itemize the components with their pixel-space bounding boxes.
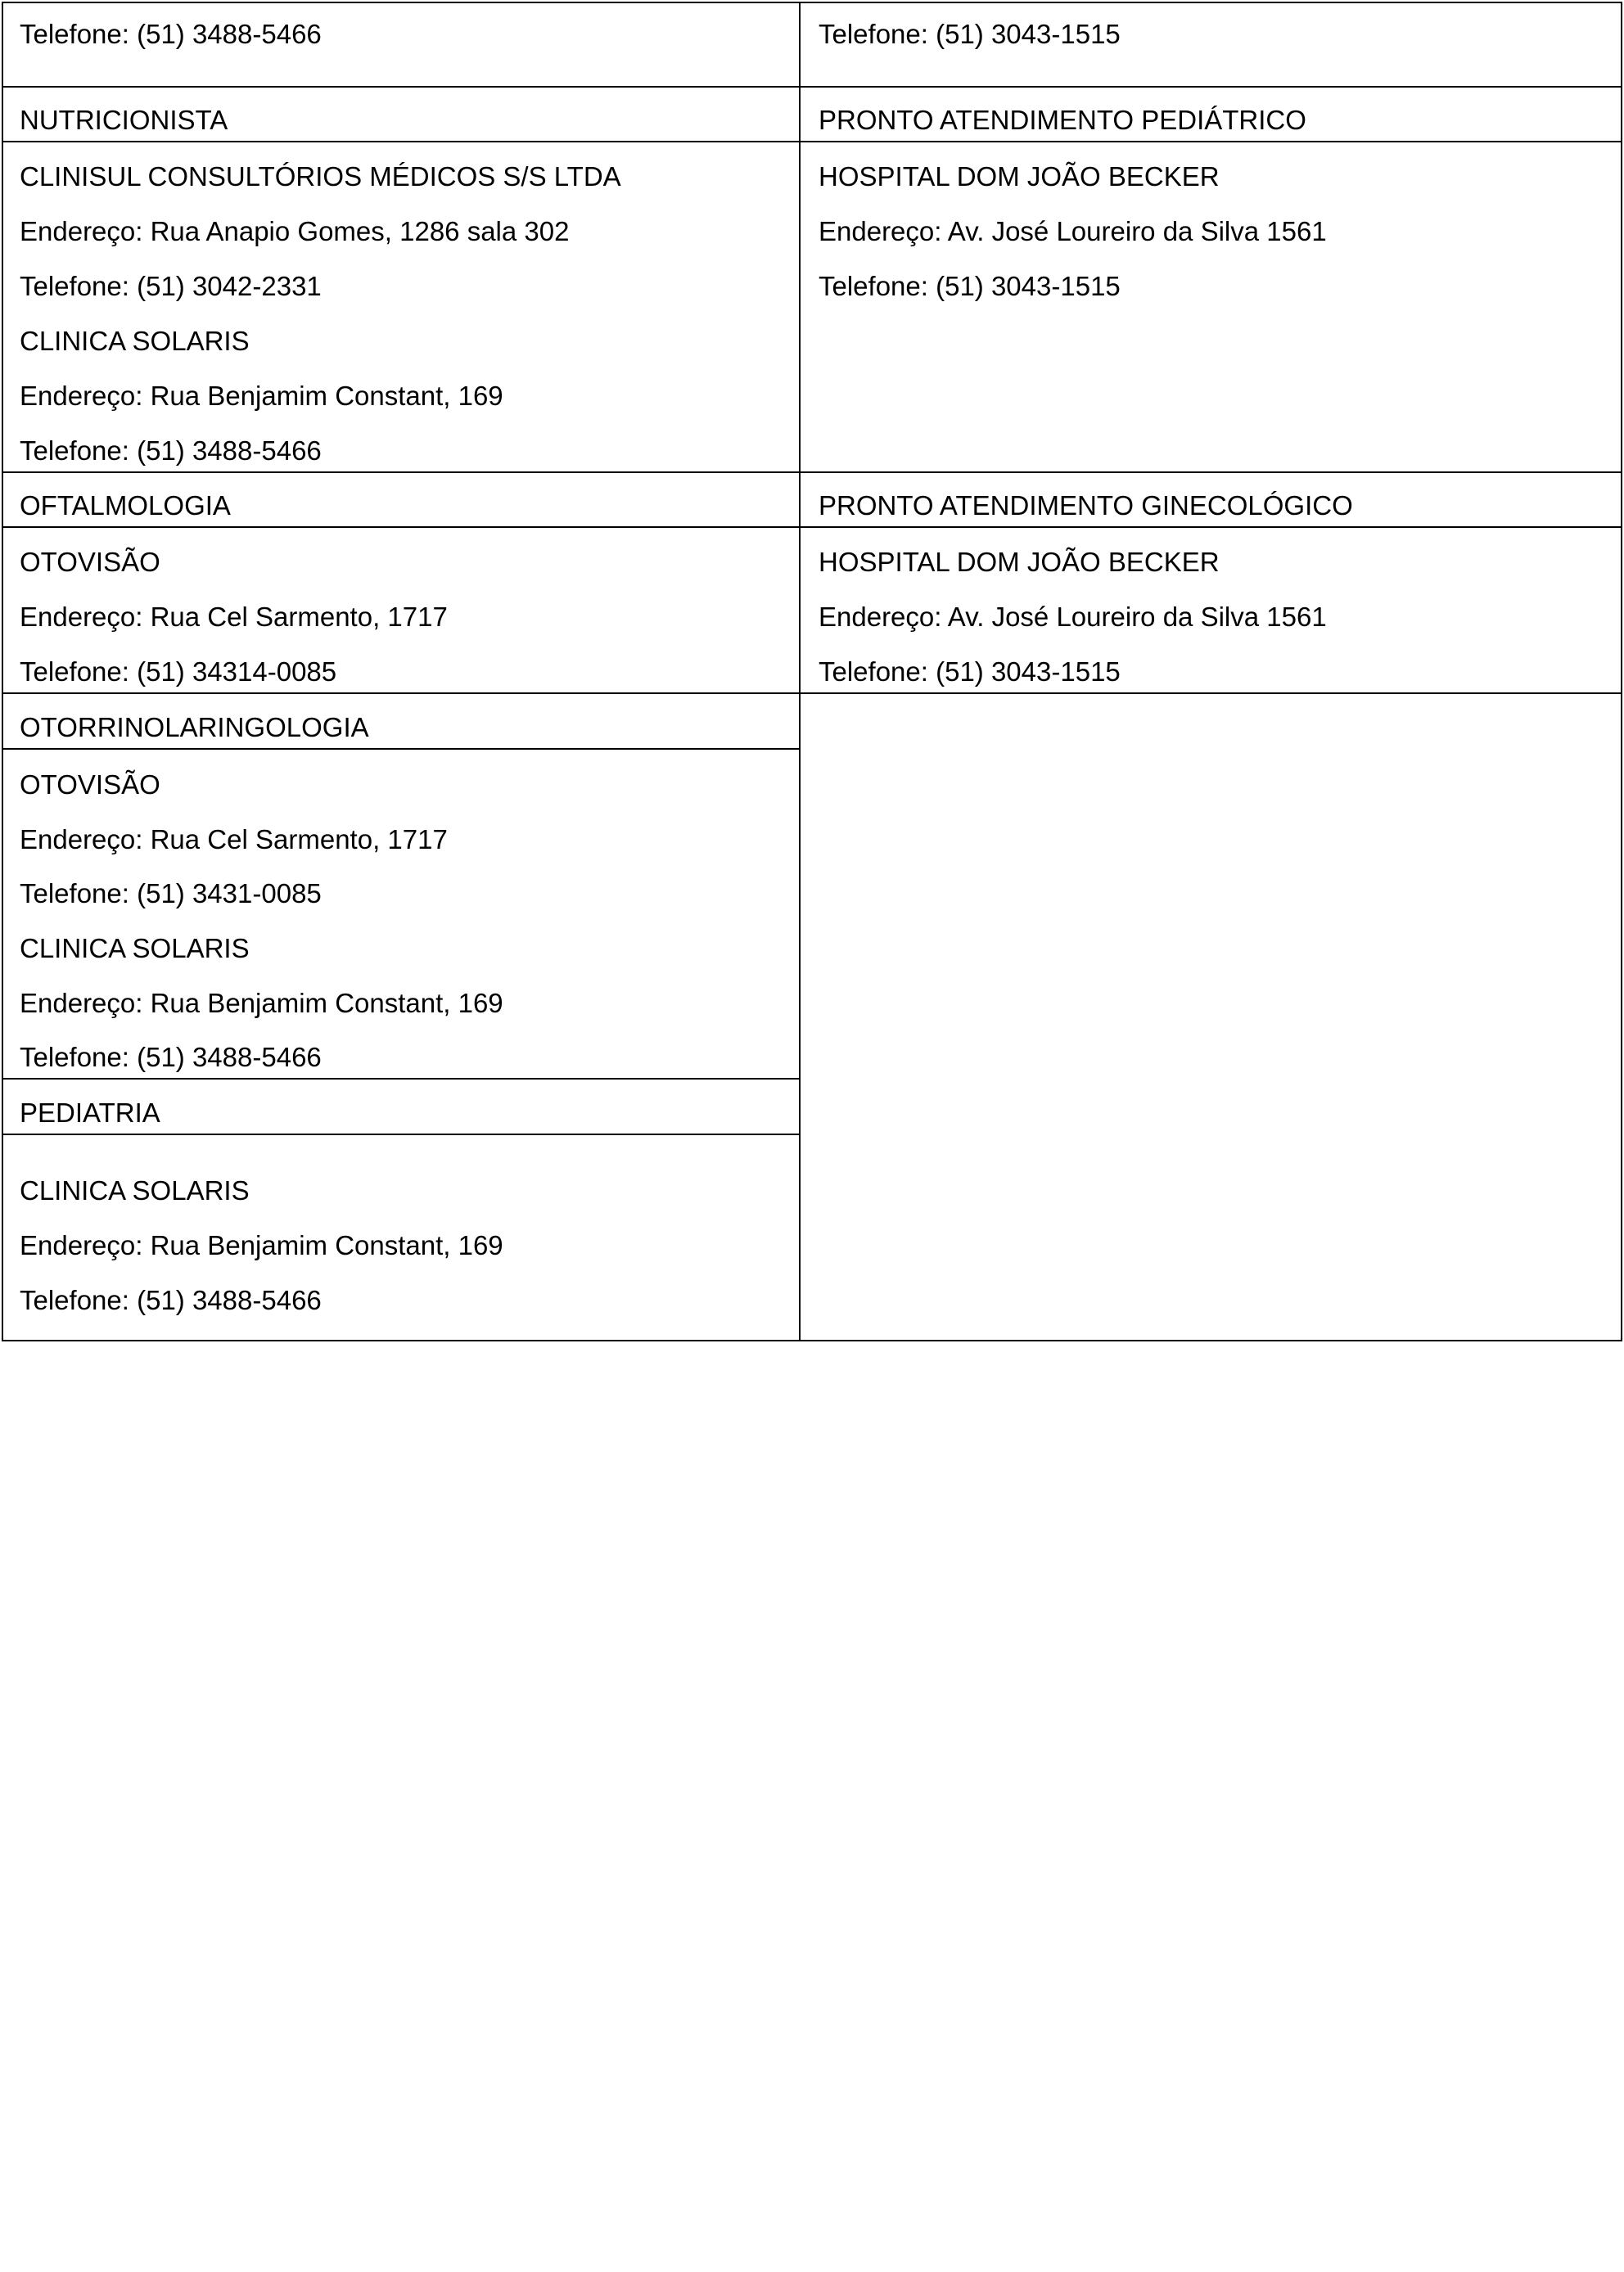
provider-address: Endereço: Av. José Loureiro da Silva 1561 xyxy=(819,602,1327,632)
heading-otorrinolaringologia: OTORRINOLARINGOLOGIA xyxy=(20,712,369,742)
heading-nutricionista: NUTRICIONISTA xyxy=(20,105,228,135)
left-top-phone: Telefone: (51) 3488-5466 xyxy=(20,19,322,49)
provider-address: Endereço: Rua Anapio Gomes, 1286 sala 302 xyxy=(20,216,570,246)
provider-phone: Telefone: (51) 3042-2331 xyxy=(20,271,322,301)
provider-address: Endereço: Rua Benjamim Constant, 169 xyxy=(20,381,503,411)
provider-address: Endereço: Av. José Loureiro da Silva 1561 xyxy=(819,216,1327,246)
provider-phone: Telefone: (51) 3488-5466 xyxy=(20,435,322,466)
row-divider-2 xyxy=(2,141,1622,142)
row-divider-left-1 xyxy=(2,748,801,750)
provider-phone: Telefone: (51) 3043-1515 xyxy=(819,656,1121,687)
heading-pronto-atendimento-pediatrico: PRONTO ATENDIMENTO PEDIÁTRICO xyxy=(819,105,1306,135)
provider-address: Endereço: Rua Benjamim Constant, 169 xyxy=(20,988,503,1018)
table-border-middle xyxy=(799,2,801,1341)
table-border-right xyxy=(1621,2,1622,1341)
provider-address: Endereço: Rua Benjamim Constant, 169 xyxy=(20,1230,503,1260)
provider-name: CLINICA SOLARIS xyxy=(20,326,250,356)
heading-pronto-atendimento-ginecologico: PRONTO ATENDIMENTO GINECOLÓGICO xyxy=(819,490,1353,521)
provider-name: CLINICA SOLARIS xyxy=(20,933,250,963)
provider-name: OTOVISÃO xyxy=(20,769,160,800)
table-border-left xyxy=(2,2,3,1341)
provider-phone: Telefone: (51) 34314-0085 xyxy=(20,656,337,687)
provider-name: CLINICA SOLARIS xyxy=(20,1175,250,1206)
heading-pediatria: PEDIATRIA xyxy=(20,1098,160,1128)
table-border-bottom xyxy=(2,1340,1622,1341)
row-divider-3 xyxy=(2,471,1622,473)
provider-phone: Telefone: (51) 3043-1515 xyxy=(819,271,1121,301)
row-divider-5 xyxy=(2,692,1622,694)
provider-phone: Telefone: (51) 3488-5466 xyxy=(20,1042,322,1072)
row-divider-left-3 xyxy=(2,1134,801,1135)
provider-address: Endereço: Rua Cel Sarmento, 1717 xyxy=(20,824,448,854)
heading-oftalmologia: OFTALMOLOGIA xyxy=(20,490,231,521)
provider-address: Endereço: Rua Cel Sarmento, 1717 xyxy=(20,602,448,632)
row-divider-4 xyxy=(2,526,1622,528)
provider-phone: Telefone: (51) 3431-0085 xyxy=(20,878,322,908)
provider-name: CLINISUL CONSULTÓRIOS MÉDICOS S/S LTDA xyxy=(20,161,621,192)
provider-phone: Telefone: (51) 3488-5466 xyxy=(20,1285,322,1315)
provider-name: HOSPITAL DOM JOÃO BECKER xyxy=(819,547,1220,577)
table-border-top xyxy=(2,2,1622,3)
provider-name: HOSPITAL DOM JOÃO BECKER xyxy=(819,161,1220,192)
row-divider-left-2 xyxy=(2,1078,801,1080)
row-divider-1 xyxy=(2,86,1622,88)
provider-name: OTOVISÃO xyxy=(20,547,160,577)
right-top-phone: Telefone: (51) 3043-1515 xyxy=(819,19,1121,49)
